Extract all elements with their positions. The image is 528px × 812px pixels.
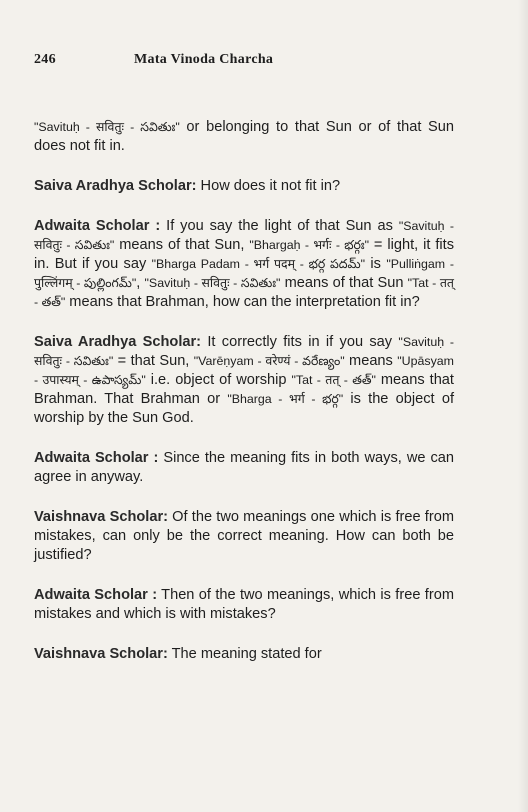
paragraph-text: means of that Sun,: [114, 237, 250, 253]
paragraph-text: If you say the light of that Sun as: [160, 218, 399, 234]
dialogue-paragraph: [34, 449, 454, 487]
transliteration-text: "Tat - तत् - తత్": [34, 276, 454, 309]
paragraph-text: How does it not fit in?: [196, 178, 341, 194]
paragraph-text: means: [344, 353, 398, 369]
paragraph-text: is: [365, 256, 387, 272]
transliteration-text: "Savituḥ - सवितुः - సవితుః": [34, 120, 180, 134]
paragraph-text: is the object of worship by the Sun God.: [34, 391, 454, 426]
transliteration-text: "Savituḥ - सवितुः - సవితుః": [34, 335, 454, 368]
dialogue-paragraph: [34, 586, 454, 624]
transliteration-text: "Bhargaḥ - भर्गः - భర్గః": [249, 238, 369, 252]
page-body: [34, 118, 454, 685]
running-title: Mata Vinoda Charcha: [134, 52, 274, 67]
speaker-label: Adwaita Scholar :: [34, 218, 161, 234]
dialogue-paragraph: [34, 118, 454, 156]
speaker-label: Vaishnava Scholar:: [34, 509, 168, 525]
paragraph-text: = that Sun,: [113, 353, 194, 369]
transliteration-text: "Pulliṅgam - पुल्लिंगम् - పుల్లింగమ్": [34, 257, 454, 290]
dialogue-paragraph: [34, 333, 454, 428]
speaker-label: Saiva Aradhya Scholar:: [34, 178, 197, 194]
paragraph-text: ,: [136, 275, 145, 291]
transliteration-text: "Upāsyam - उपास्यम् - ఉపాస్యమ్": [34, 354, 454, 387]
transliteration-text: "Varēṇyam - वरेण्यं - వరేణ్యం": [193, 354, 345, 368]
paragraph-text: means of that Sun: [280, 275, 408, 291]
dialogue-paragraph: [34, 508, 454, 565]
paragraph-text: Then of the two meanings, which is free from mistakes and which is with mistakes?: [34, 587, 454, 622]
paragraph-text: = light, it fits in. But if you say: [34, 237, 454, 272]
speaker-label: Adwaita Scholar :: [34, 587, 158, 603]
dialogue-paragraph: [34, 217, 454, 312]
paragraph-text: Of the two meanings one which is free from mistakes, can only be the correct meaning. How can both be justified?: [34, 509, 454, 563]
paragraph-text: or belonging to that Sun or of that Sun does not fit in.: [34, 119, 455, 154]
transliteration-text: "Bharga - भर्ग - భర్గ": [227, 392, 344, 406]
paragraph-text: Since the meaning fits in both ways, we can agree in anyway.: [34, 450, 454, 485]
transliteration-text: "Savituḥ - सवितुः - సవితుః": [34, 219, 454, 252]
speaker-label: Vaishnava Scholar:: [34, 646, 168, 662]
page-edge-shadow: [518, 0, 528, 812]
speaker-label: Saiva Aradhya Scholar:: [34, 334, 202, 350]
transliteration-text: "Bharga Padam - भर्ग पदम् - భర్గ పదమ్": [151, 257, 366, 271]
transliteration-text: "Tat - तत् - తత్": [291, 373, 376, 387]
dialogue-paragraph: [34, 177, 454, 196]
transliteration-text: "Savituḥ - सवितुः - సవితుః": [144, 276, 281, 290]
dialogue-paragraph: [34, 645, 454, 664]
paragraph-text: means that Brahman. That Brahman or: [34, 372, 454, 407]
paragraph-text: i.e. object of worship: [145, 372, 292, 388]
paragraph-text: The meaning stated for: [167, 646, 322, 662]
paragraph-text: It correctly fits in if you say: [201, 334, 399, 350]
page-number: 246: [34, 52, 56, 67]
paragraph-text: means that Brahman, how can the interpretation fit in?: [65, 294, 420, 310]
speaker-label: Adwaita Scholar :: [34, 450, 159, 466]
